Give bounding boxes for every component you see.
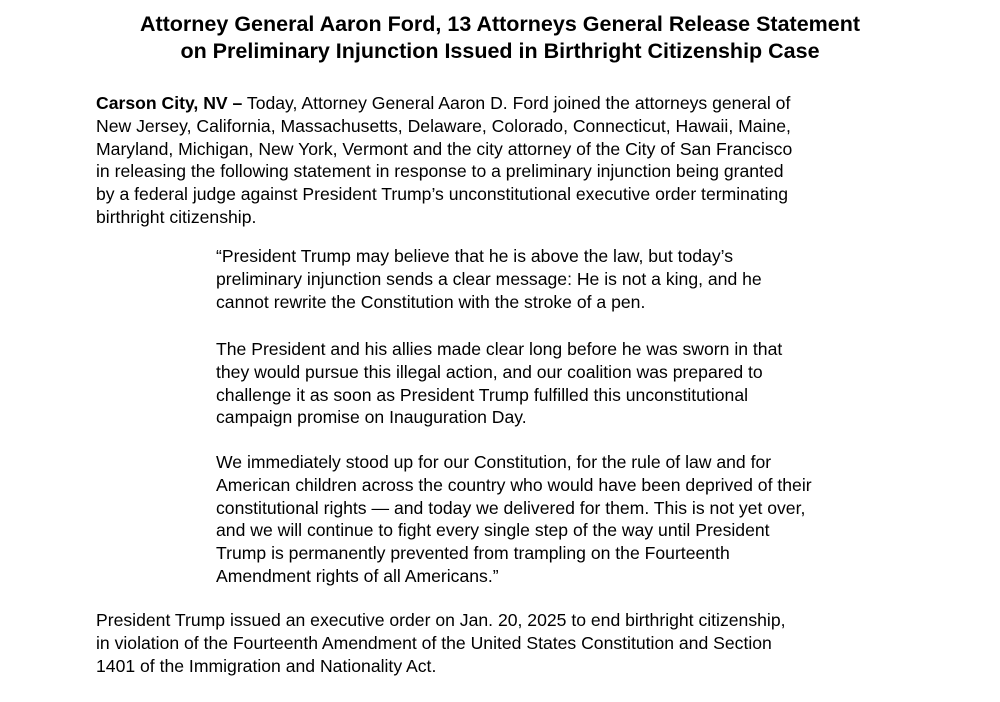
- statement-quote-paragraph-1: [216, 245, 936, 313]
- closing-line-1: President Trump issued an executive order on Jan. 20, 2025 to end birthright citizenship,: [96, 610, 786, 630]
- quote2-line-2: they would pursue this illegal action, and our coalition was prepared to: [216, 361, 763, 382]
- quote2-line-4: campaign promise on Inauguration Day.: [216, 407, 527, 428]
- quote3-line-2: American children across the country who would have been deprived of their: [216, 474, 812, 495]
- lead-line-5: by a federal judge against President Trump’s unconstitutional executive order terminating: [96, 184, 789, 205]
- lead-line-1-text: Today, Attorney General Aaron D. Ford joined the attorneys general of: [242, 93, 791, 113]
- quote2-line-1: The President and his allies made clear long before he was sworn in that: [216, 339, 783, 359]
- lead-line-2: New Jersey, California, Massachusetts, Delaware, Colorado, Connecticut, Hawaii, Maine,: [96, 115, 791, 136]
- title-line-2: on Preliminary Injunction Issued in Birthright Citizenship Case: [180, 39, 820, 63]
- quote1-line-1: “President Trump may believe that he is above the law, but today’s: [216, 246, 734, 266]
- lead-line-4: in releasing the following statement in response to a preliminary injunction being granted: [96, 161, 784, 182]
- lead-paragraph: [96, 92, 926, 229]
- quote1-line-2: preliminary injunction sends a clear message: He is not a king, and he: [216, 268, 762, 289]
- quote3-line-6: Amendment rights of all Americans.”: [216, 565, 499, 586]
- press-release-title: [60, 11, 940, 65]
- quote2-line-3: challenge it as soon as President Trump fulfilled this unconstitutional: [216, 384, 749, 405]
- quote1-line-3: cannot rewrite the Constitution with the stroke of a pen.: [216, 291, 646, 312]
- lead-line-1: [96, 92, 926, 115]
- closing-paragraph: [96, 609, 926, 677]
- quote3-line-3: constitutional rights — and today we delivered for them. This is not yet over,: [216, 497, 806, 518]
- closing-line-3: 1401 of the Immigration and Nationality Act.: [96, 655, 437, 676]
- quote3-line-5: Trump is permanently prevented from trampling on the Fourteenth: [216, 543, 730, 564]
- statement-quote-paragraph-3: [216, 451, 936, 588]
- closing-line-2: in violation of the Fourteenth Amendment of the United States Constitution and Section: [96, 632, 772, 653]
- lead-line-6: birthright citizenship.: [96, 206, 257, 227]
- dateline: Carson City, NV –: [96, 93, 243, 113]
- quote3-line-1: We immediately stood up for our Constitution, for the rule of law and for: [216, 452, 772, 472]
- quote3-line-4: and we will continue to fight every single step of the way until President: [216, 520, 770, 541]
- title-line-1: Attorney General Aaron Ford, 13 Attorneys General Release Statement: [139, 12, 861, 36]
- statement-quote-paragraph-2: [216, 338, 936, 429]
- lead-line-3: Maryland, Michigan, New York, Vermont and the city attorney of the City of San Francisco: [96, 138, 793, 159]
